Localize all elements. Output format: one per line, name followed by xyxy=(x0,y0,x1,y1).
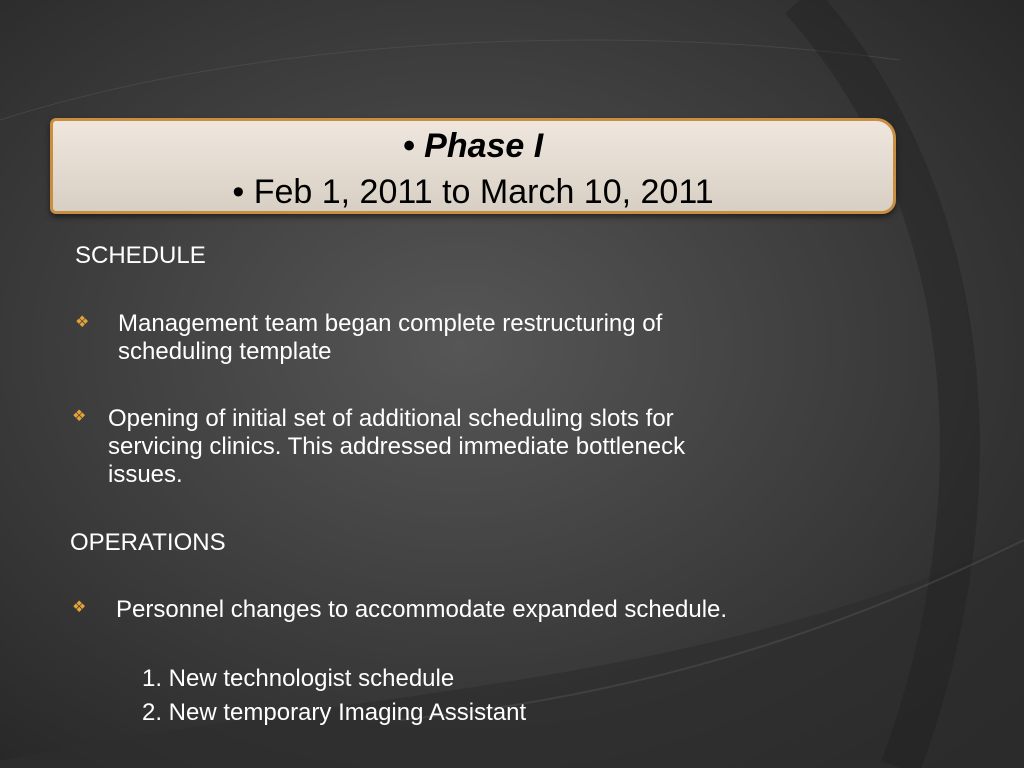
operations-subitem-2: 2. New temporary Imaging Assistant xyxy=(142,699,527,726)
title-bullet-icon: • xyxy=(402,127,415,165)
schedule-heading: SCHEDULE xyxy=(75,242,206,269)
phase-title: Phase I xyxy=(424,127,544,165)
operations-item-1: Personnel changes to accommodate expanded schedule. xyxy=(116,596,728,623)
title-phase-line xyxy=(53,127,893,166)
operations-heading: OPERATIONS xyxy=(70,529,226,556)
schedule-item-1-line1: Management team began complete restructuring of xyxy=(118,310,663,337)
title-box xyxy=(50,118,896,214)
title-bullet-icon: • xyxy=(232,173,245,211)
date-range: Feb 1, 2011 to March 10, 2011 xyxy=(253,173,714,211)
diamond-cluster-icon: ❖ xyxy=(75,314,90,331)
diamond-cluster-icon: ❖ xyxy=(72,599,87,616)
schedule-item-1-line2: scheduling template xyxy=(118,338,332,365)
title-dates-line xyxy=(53,173,893,212)
diamond-cluster-icon: ❖ xyxy=(72,408,87,425)
operations-subitem-1: 1. New technologist schedule xyxy=(142,665,455,692)
schedule-item-2-line2: servicing clinics. This addressed immediate bottleneck xyxy=(108,433,686,460)
schedule-item-2-line1: Opening of initial set of additional scheduling slots for xyxy=(108,405,674,432)
schedule-item-2-line3: issues. xyxy=(108,461,183,488)
